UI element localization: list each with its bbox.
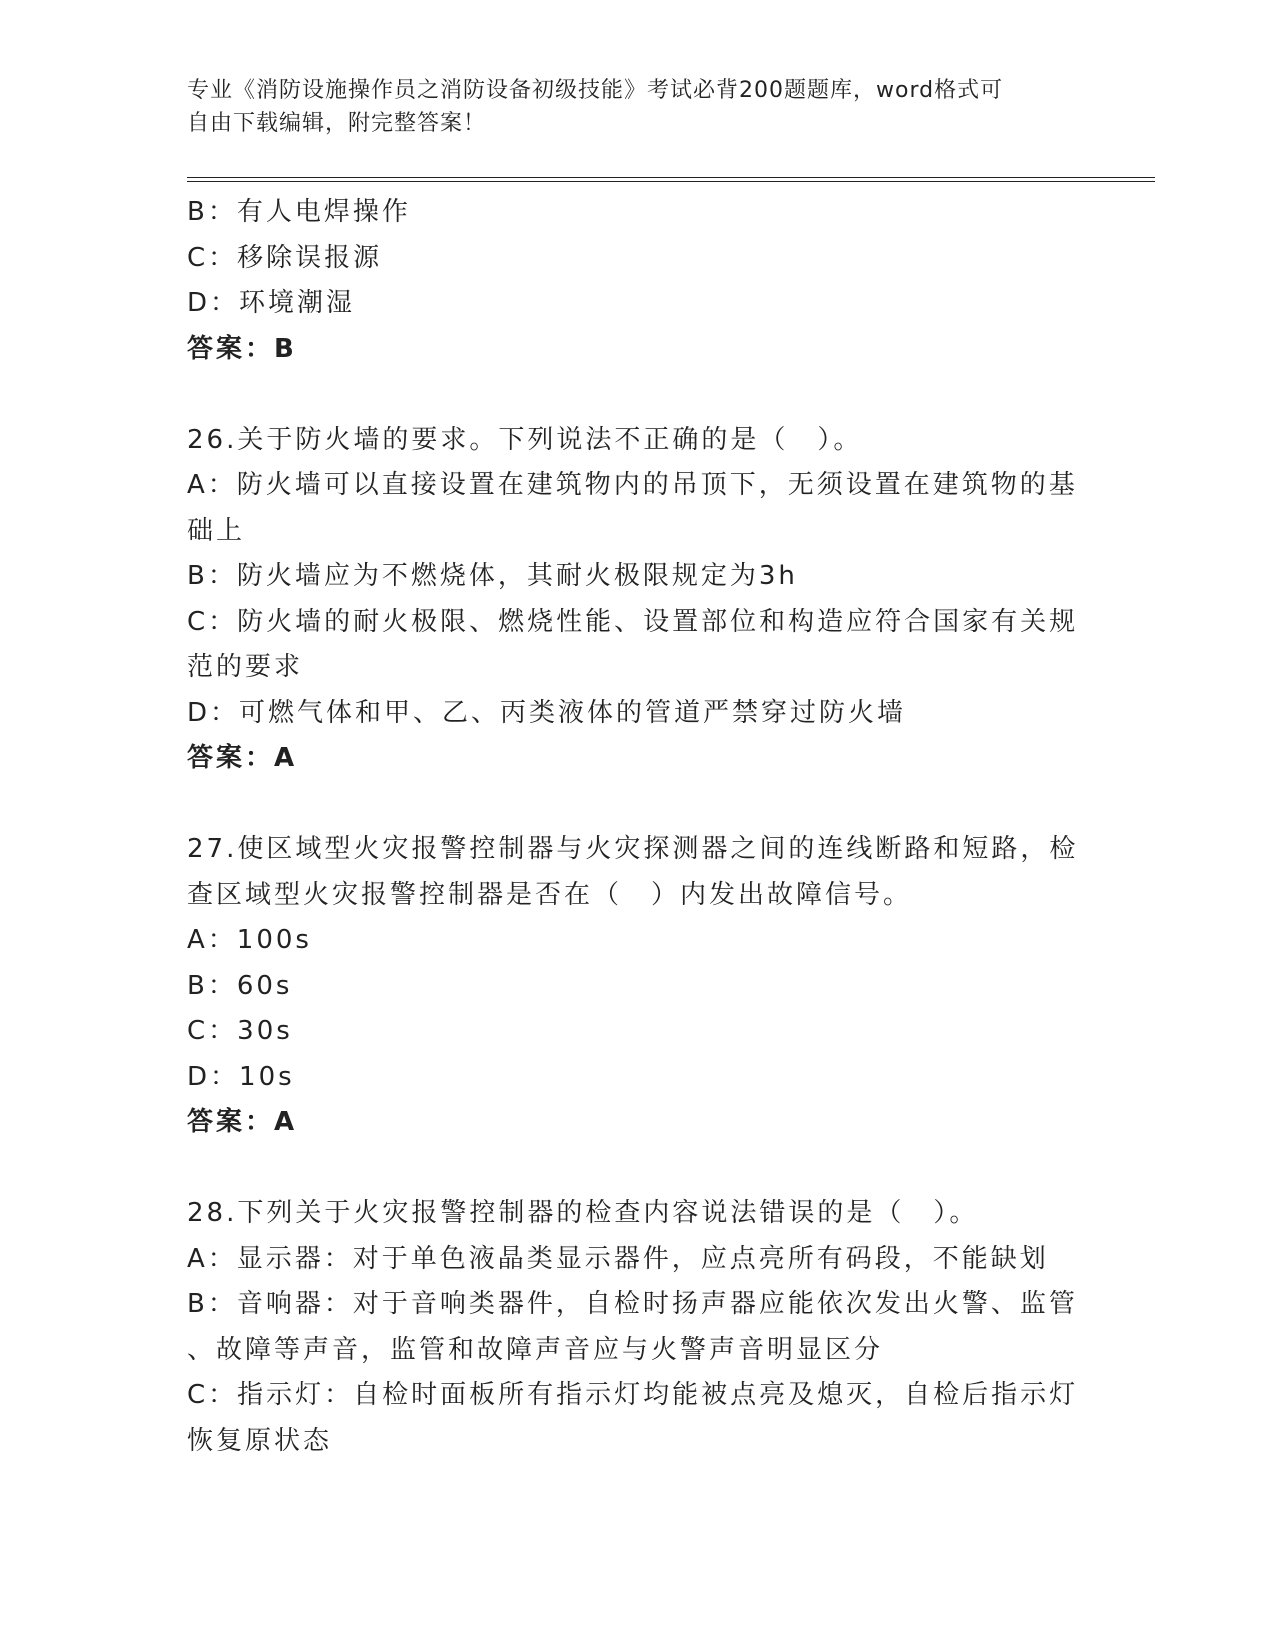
q28-option-b-line-1: B：音响器：对于音响类器件，自检时扬声器应能依次发出火警、监管 (187, 1289, 1078, 1319)
spacer (187, 782, 1087, 828)
spacer (187, 1146, 1087, 1192)
q26-answer: 答案：A (187, 743, 298, 773)
q27-stem-line-1: 27.使区域型火灾报警控制器与火灾探测器之间的连线断路和短路，检 (187, 834, 1079, 864)
q25-answer: 答案：B (187, 333, 297, 364)
header-divider-top (187, 177, 1155, 178)
spacer (187, 372, 1087, 418)
document-header (187, 74, 1067, 140)
q28-stem: 28.下列关于火灾报警控制器的检查内容说法错误的是（ ）。 (187, 1198, 979, 1228)
q28-option-c-line-1: C：指示灯：自检时面板所有指示灯均能被点亮及熄灭，自检后指示灯 (187, 1380, 1079, 1410)
header-line-2: 自由下载编辑，附完整答案！ (187, 111, 487, 136)
q26-option-d: D：可燃气体和甲、乙、丙类液体的管道严禁穿过防火墙 (187, 697, 907, 728)
header-divider-bottom (187, 181, 1155, 182)
q25-option-d: D：环境潮湿 (187, 288, 356, 318)
q27-stem-line-2: 查区域型火灾报警控制器是否在（ ）内发出故障信号。 (187, 879, 913, 910)
q28-option-c-line-2: 恢复原状态 (187, 1425, 333, 1456)
q25-option-c: C：移除误报源 (187, 242, 383, 273)
header-line-1: 专业《消防设施操作员之消防设备初级技能》考试必背200题题库，word格式可 (187, 78, 1004, 103)
q27-option-d: D：10s (187, 1061, 295, 1092)
q27-option-a: A：100s (187, 925, 312, 955)
q26-option-b: B：防火墙应为不燃烧体，其耐火极限规定为3h (187, 561, 798, 591)
q28-option-a: A：显示器：对于单色液晶类显示器件，应点亮所有码段，不能缺划 (187, 1243, 1049, 1274)
q26-option-c-line-1: C：防火墙的耐火极限、燃烧性能、设置部位和构造应符合国家有关规 (187, 606, 1079, 637)
q26-stem: 26.关于防火墙的要求。下列说法不正确的是（ ）。 (187, 424, 863, 455)
q27-option-b: B：60s (187, 970, 293, 1001)
q28-option-b-line-2: 、故障等声音，监管和故障声音应与火警声音明显区分 (187, 1334, 884, 1365)
q25-option-b: B：有人电焊操作 (187, 197, 411, 227)
q26-option-c-line-2: 范的要求 (187, 652, 304, 682)
q27-answer: 答案：A (187, 1107, 298, 1137)
q26-option-a-line-2: 础上 (187, 515, 246, 546)
q27-option-c: C：30s (187, 1016, 293, 1046)
q26-option-a-line-1: A：防火墙可以直接设置在建筑物内的吊顶下，无须设置在建筑物的基 (187, 470, 1078, 500)
question-content (187, 190, 1087, 1464)
